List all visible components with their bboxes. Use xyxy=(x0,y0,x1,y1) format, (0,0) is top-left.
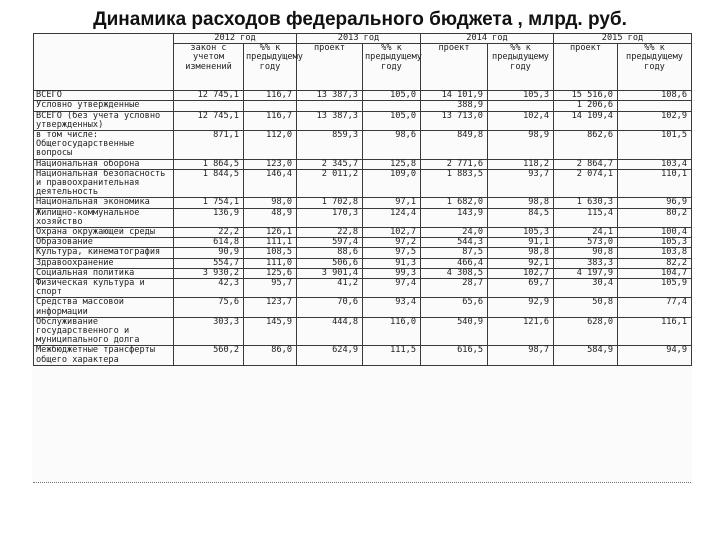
value-cell: 90,9 xyxy=(174,248,244,258)
value-cell: 1 754,1 xyxy=(174,198,244,208)
value-cell: 102,4 xyxy=(488,111,554,130)
value-cell: 4 197,9 xyxy=(554,268,618,278)
value-cell: 1 630,3 xyxy=(554,198,618,208)
value-cell: 14 101,9 xyxy=(421,91,488,101)
value-cell: 849,8 xyxy=(421,131,488,160)
value-cell: 170,3 xyxy=(297,208,363,227)
value-cell: 77,4 xyxy=(618,298,692,317)
value-cell: 98,8 xyxy=(488,198,554,208)
table-row xyxy=(34,258,692,268)
value-cell: 97,5 xyxy=(363,248,421,258)
table-row xyxy=(34,169,692,198)
table-row xyxy=(34,198,692,208)
row-label: Охрана окружающей среды xyxy=(34,228,174,238)
value-cell: 102,7 xyxy=(488,268,554,278)
value-cell: 1 864,5 xyxy=(174,159,244,169)
value-cell: 126,1 xyxy=(244,228,297,238)
value-cell: 146,4 xyxy=(244,169,297,198)
value-cell: 87,5 xyxy=(421,248,488,258)
row-label: Жилищно-коммунальное хозяйство xyxy=(34,208,174,227)
row-label: Средства массовой информации xyxy=(34,298,174,317)
value-cell: 93,4 xyxy=(363,298,421,317)
value-cell: 614,8 xyxy=(174,238,244,248)
table-row xyxy=(34,111,692,130)
value-cell: 97,4 xyxy=(363,279,421,298)
value-cell: 95,7 xyxy=(244,279,297,298)
value-cell: 616,5 xyxy=(421,346,488,365)
value-cell: 859,3 xyxy=(297,131,363,160)
value-cell: 91,1 xyxy=(488,238,554,248)
value-cell: 1 844,5 xyxy=(174,169,244,198)
value-cell: 90,8 xyxy=(554,248,618,258)
column-header: проект xyxy=(421,44,488,91)
value-cell: 112,0 xyxy=(244,131,297,160)
bottom-divider xyxy=(33,482,691,483)
value-cell: 123,7 xyxy=(244,298,297,317)
value-cell: 628,0 xyxy=(554,317,618,346)
value-cell: 125,6 xyxy=(244,268,297,278)
value-cell: 80,2 xyxy=(618,208,692,227)
value-cell: 100,4 xyxy=(618,228,692,238)
value-cell: 92,9 xyxy=(488,298,554,317)
column-header: %% к предыдущему году xyxy=(618,44,692,91)
value-cell: 24,0 xyxy=(421,228,488,238)
value-cell: 14 109,4 xyxy=(554,111,618,130)
year-2015-header: 2015 год xyxy=(554,34,692,44)
value-cell: 111,1 xyxy=(244,238,297,248)
value-cell: 104,7 xyxy=(618,268,692,278)
value-cell: 145,9 xyxy=(244,317,297,346)
value-cell: 116,1 xyxy=(618,317,692,346)
year-header-row xyxy=(34,34,692,44)
table-row xyxy=(34,228,692,238)
value-cell: 597,4 xyxy=(297,238,363,248)
value-cell: 105,9 xyxy=(618,279,692,298)
value-cell: 3 930,2 xyxy=(174,268,244,278)
row-label: Условно утвержденные xyxy=(34,101,174,111)
value-cell: 2 771,6 xyxy=(421,159,488,169)
value-cell: 2 074,1 xyxy=(554,169,618,198)
value-cell: 105,3 xyxy=(488,228,554,238)
value-cell: 13 713,0 xyxy=(421,111,488,130)
row-label: Социальная политика xyxy=(34,268,174,278)
value-cell: 12 745,1 xyxy=(174,111,244,130)
value-cell: 92,1 xyxy=(488,258,554,268)
value-cell: 30,4 xyxy=(554,279,618,298)
value-cell: 121,6 xyxy=(488,317,554,346)
value-cell xyxy=(244,101,297,111)
table-row xyxy=(34,268,692,278)
row-label: Физическая культура и спорт xyxy=(34,279,174,298)
value-cell: 13 387,3 xyxy=(297,91,363,101)
value-cell: 624,9 xyxy=(297,346,363,365)
value-cell: 1 206,6 xyxy=(554,101,618,111)
row-label: Обслуживание государственного и муниципального долга xyxy=(34,317,174,346)
table-body xyxy=(34,91,692,366)
value-cell: 105,0 xyxy=(363,91,421,101)
row-label: в том числе: Общегосударственные вопросы xyxy=(34,131,174,160)
value-cell: 143,9 xyxy=(421,208,488,227)
value-cell: 84,5 xyxy=(488,208,554,227)
value-cell: 86,0 xyxy=(244,346,297,365)
value-cell: 560,2 xyxy=(174,346,244,365)
value-cell: 42,3 xyxy=(174,279,244,298)
value-cell: 125,8 xyxy=(363,159,421,169)
row-label: Образование xyxy=(34,238,174,248)
value-cell: 88,6 xyxy=(297,248,363,258)
column-header: %% к предыдущему году xyxy=(363,44,421,91)
row-label: Здравоохранение xyxy=(34,258,174,268)
value-cell: 123,0 xyxy=(244,159,297,169)
slide-title: Динамика расходов федерального бюджета , млрд. руб. xyxy=(93,9,627,30)
table-row xyxy=(34,208,692,227)
year-2013-header: 2013 год xyxy=(297,34,421,44)
value-cell: 98,9 xyxy=(488,131,554,160)
value-cell: 108,5 xyxy=(244,248,297,258)
table-row xyxy=(34,248,692,258)
column-header: %% к предыдущему году xyxy=(488,44,554,91)
value-cell xyxy=(363,101,421,111)
value-cell: 103,8 xyxy=(618,248,692,258)
column-header: проект xyxy=(297,44,363,91)
value-cell: 98,6 xyxy=(363,131,421,160)
value-cell: 28,7 xyxy=(421,279,488,298)
row-label: Национальная безопасность и правоохранительная деятельность xyxy=(34,169,174,198)
value-cell: 101,5 xyxy=(618,131,692,160)
value-cell xyxy=(488,101,554,111)
table-row xyxy=(34,91,692,101)
value-cell: 1 883,5 xyxy=(421,169,488,198)
column-header: проект xyxy=(554,44,618,91)
value-cell: 110,1 xyxy=(618,169,692,198)
value-cell: 98,8 xyxy=(488,248,554,258)
value-cell: 108,6 xyxy=(618,91,692,101)
value-cell: 862,6 xyxy=(554,131,618,160)
value-cell: 102,9 xyxy=(618,111,692,130)
value-cell: 65,6 xyxy=(421,298,488,317)
value-cell: 2 864,7 xyxy=(554,159,618,169)
value-cell: 15 516,0 xyxy=(554,91,618,101)
value-cell: 554,7 xyxy=(174,258,244,268)
value-cell: 584,9 xyxy=(554,346,618,365)
row-label: ВСЕГО (без учета условно утвержденных) xyxy=(34,111,174,130)
table-row xyxy=(34,238,692,248)
value-cell: 115,4 xyxy=(554,208,618,227)
value-cell: 98,0 xyxy=(244,198,297,208)
value-cell: 573,0 xyxy=(554,238,618,248)
table-row xyxy=(34,279,692,298)
value-cell: 22,8 xyxy=(297,228,363,238)
value-cell: 105,3 xyxy=(488,91,554,101)
value-cell: 24,1 xyxy=(554,228,618,238)
value-cell: 388,9 xyxy=(421,101,488,111)
value-cell: 2 345,7 xyxy=(297,159,363,169)
value-cell: 97,2 xyxy=(363,238,421,248)
value-cell: 544,3 xyxy=(421,238,488,248)
table-row xyxy=(34,317,692,346)
value-cell: 1 682,0 xyxy=(421,198,488,208)
value-cell: 75,6 xyxy=(174,298,244,317)
year-2014-header: 2014 год xyxy=(421,34,554,44)
value-cell: 136,9 xyxy=(174,208,244,227)
value-cell: 70,6 xyxy=(297,298,363,317)
row-label: Национальная оборона xyxy=(34,159,174,169)
value-cell: 303,3 xyxy=(174,317,244,346)
value-cell: 102,7 xyxy=(363,228,421,238)
value-cell: 116,7 xyxy=(244,111,297,130)
row-label: Межбюджетные трансферты общего характера xyxy=(34,346,174,365)
value-cell: 116,7 xyxy=(244,91,297,101)
column-header: %% к предыдущему году xyxy=(244,44,297,91)
row-label: Национальная экономика xyxy=(34,198,174,208)
value-cell: 2 011,2 xyxy=(297,169,363,198)
value-cell: 105,0 xyxy=(363,111,421,130)
table-row xyxy=(34,131,692,160)
value-cell: 41,2 xyxy=(297,279,363,298)
value-cell: 48,9 xyxy=(244,208,297,227)
value-cell: 69,7 xyxy=(488,279,554,298)
value-cell: 105,3 xyxy=(618,238,692,248)
value-cell: 96,9 xyxy=(618,198,692,208)
value-cell: 466,4 xyxy=(421,258,488,268)
value-cell: 506,6 xyxy=(297,258,363,268)
value-cell: 116,0 xyxy=(363,317,421,346)
value-cell xyxy=(297,101,363,111)
value-cell: 118,2 xyxy=(488,159,554,169)
value-cell: 383,3 xyxy=(554,258,618,268)
value-cell: 124,4 xyxy=(363,208,421,227)
year-2012-header: 2012 год xyxy=(174,34,297,44)
value-cell: 22,2 xyxy=(174,228,244,238)
value-cell: 98,7 xyxy=(488,346,554,365)
value-cell: 93,7 xyxy=(488,169,554,198)
value-cell: 540,9 xyxy=(421,317,488,346)
value-cell: 109,0 xyxy=(363,169,421,198)
value-cell: 91,3 xyxy=(363,258,421,268)
value-cell: 103,4 xyxy=(618,159,692,169)
value-cell: 4 308,5 xyxy=(421,268,488,278)
row-label: Культура, кинематография xyxy=(34,248,174,258)
budget-table xyxy=(33,33,692,366)
value-cell: 82,2 xyxy=(618,258,692,268)
header-corner xyxy=(34,34,174,91)
value-cell: 111,5 xyxy=(363,346,421,365)
value-cell: 99,3 xyxy=(363,268,421,278)
value-cell: 13 387,3 xyxy=(297,111,363,130)
value-cell: 3 901,4 xyxy=(297,268,363,278)
table-row xyxy=(34,346,692,365)
row-label: ВСЕГО xyxy=(34,91,174,101)
value-cell: 111,0 xyxy=(244,258,297,268)
value-cell xyxy=(618,101,692,111)
value-cell: 97,1 xyxy=(363,198,421,208)
column-header: закон с учетом изменений xyxy=(174,44,244,91)
value-cell: 1 702,8 xyxy=(297,198,363,208)
value-cell xyxy=(174,101,244,111)
table-row xyxy=(34,298,692,317)
value-cell: 50,8 xyxy=(554,298,618,317)
value-cell: 871,1 xyxy=(174,131,244,160)
value-cell: 444,8 xyxy=(297,317,363,346)
value-cell: 94,9 xyxy=(618,346,692,365)
value-cell: 12 745,1 xyxy=(174,91,244,101)
table-row xyxy=(34,159,692,169)
table-row xyxy=(34,101,692,111)
